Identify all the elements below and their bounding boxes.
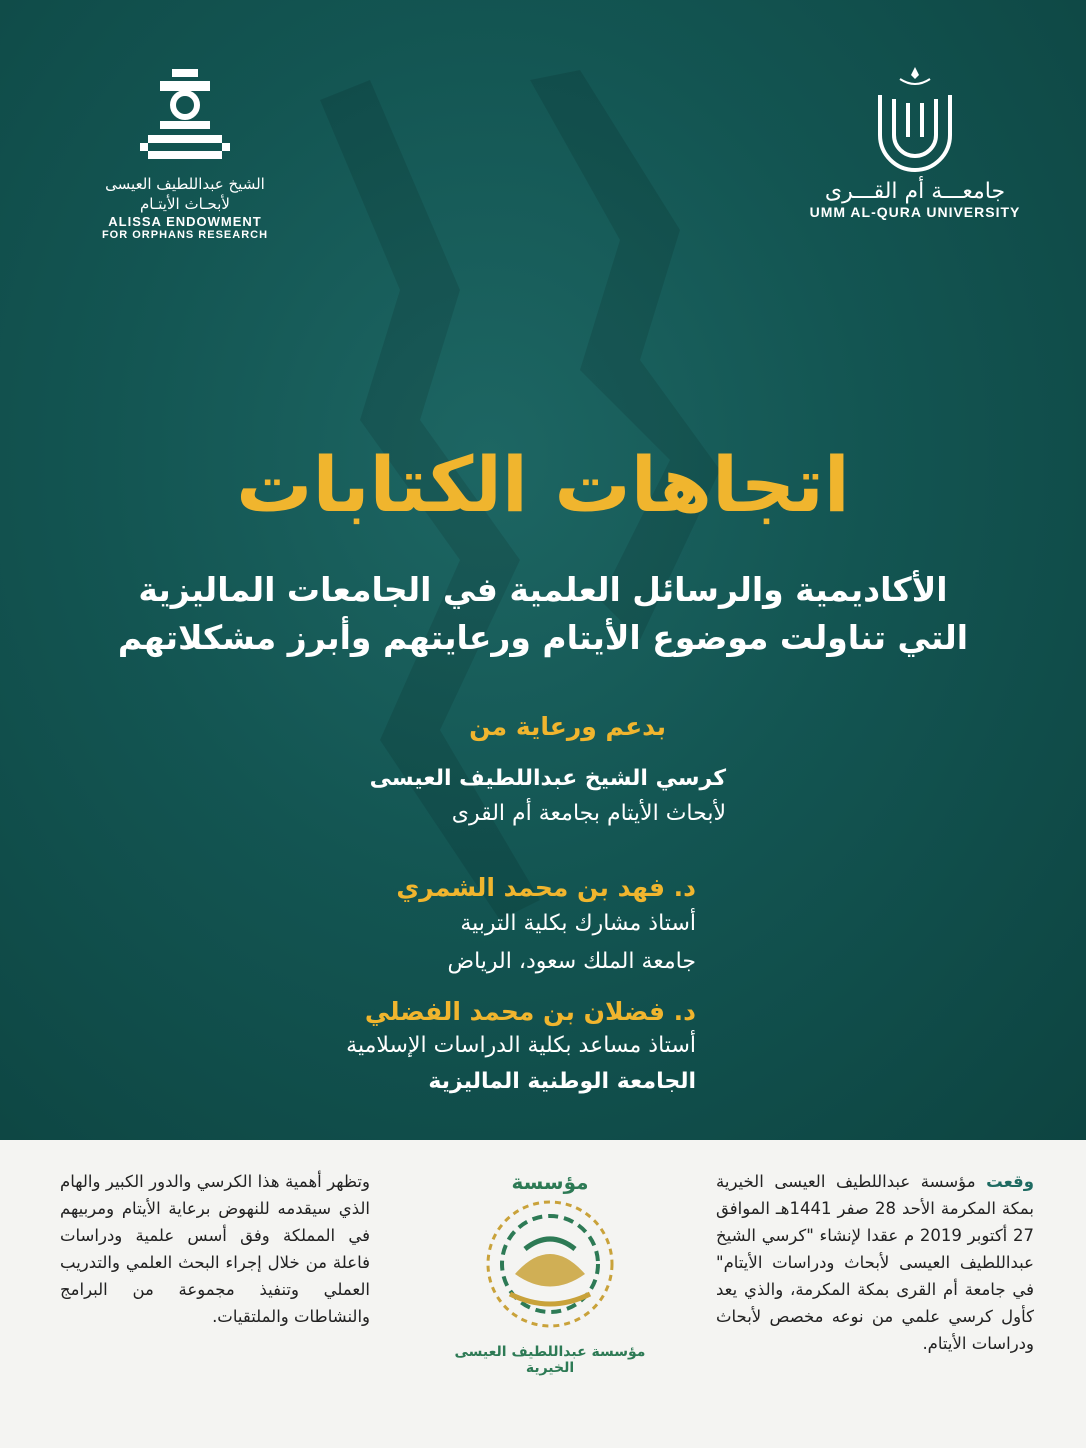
author-2-name: د. فضلان بن محمد الفضلي <box>364 997 696 1026</box>
importance-paragraph: وتظهر أهمية هذا الكرسي والدور الكبير والهام الذي سيقدمه للنهوض برعاية الأيتام ومربيهم في المملكة وفق أسس علمية ودراسات فاعلة من خلال إجراء البحث العلمي والتدريب العملي وتنفيذ مجموعة من البرامج والنشاطات والملتقيات. <box>60 1172 370 1326</box>
agreement-text: مؤسسة عبداللطيف العيسى الخيرية بمكة المكرمة الأحد 28 صفر 1441هـ الموافق 27 أكتوبر 2019 م عقدا لإنشاء "كرسي الشيخ عبداللطيف العيسى لأبحاث ودراسات الأيتام" في جامعة أم القرى بمكة المكرمة، والذي يعد كأول كرسي علمي من نوعه مخصص لأبحاث ودراسات الأيتام. <box>716 1172 1035 1353</box>
foundation-logo-name: مؤسسة عبداللطيف العيسى الخيرية <box>454 1344 646 1376</box>
alissa-logo-english-sub: FOR ORPHANS RESEARCH <box>101 229 269 241</box>
author-1 <box>396 870 696 982</box>
author-1-name: د. فهد بن محمد الشمري <box>396 873 696 902</box>
author-1-title: أستاذ مشارك بكلية التربية <box>460 911 696 936</box>
alissa-logo-mark-icon <box>100 65 270 170</box>
umm-al-qura-logo <box>790 65 1040 220</box>
poster-bottom <box>0 1140 1086 1448</box>
support-block <box>370 762 726 832</box>
support-line-1: كرسي الشيخ عبداللطيف العيسى <box>369 766 726 791</box>
alissa-foundation-logo <box>450 1170 650 1376</box>
author-2-affiliation: الجامعة الوطنية الماليزية <box>428 1069 696 1094</box>
main-title: اتجاهات الكتابات <box>236 440 850 529</box>
author-1-affiliation: جامعة الملك سعود، الرياض <box>447 949 696 974</box>
author-2 <box>346 995 696 1101</box>
university-english-name: UMM AL-QURA UNIVERSITY <box>809 204 1021 220</box>
alissa-logo-arabic-name: الشيخ عبداللطيف العيسى <box>105 175 265 193</box>
subtitle-line-2: التي تناولت موضوع الأيتام ورعايتهم وأبرز مشكلاتهم <box>117 618 969 657</box>
alissa-logo-arabic-sub: لأبحـاث الأيتـام <box>140 195 230 213</box>
subtitle-line-1: الأكاديمية والرسائل العلمية في الجامعات الماليزية <box>138 570 948 609</box>
alissa-logo-english-name: ALISSA ENDOWMENT <box>108 214 262 229</box>
calligraphy-emblem-icon <box>465 1194 635 1334</box>
agreement-lead-word: وقعت <box>986 1172 1034 1191</box>
author-2-title: أستاذ مساعد بكلية الدراسات الإسلامية <box>346 1033 696 1058</box>
support-heading-wrap <box>469 712 666 741</box>
agreement-paragraph <box>716 1168 1034 1357</box>
university-emblem-icon <box>870 65 960 175</box>
support-line-2: لأبحاث الأيتام بجامعة أم القرى <box>451 801 726 826</box>
foundation-logo-top-text: مؤسسة <box>511 1170 589 1194</box>
university-arabic-name: جامعـــة أم القـــرى <box>824 179 1006 204</box>
alissa-endowment-logo <box>70 65 300 241</box>
support-heading: بدعم ورعاية من <box>469 712 666 741</box>
